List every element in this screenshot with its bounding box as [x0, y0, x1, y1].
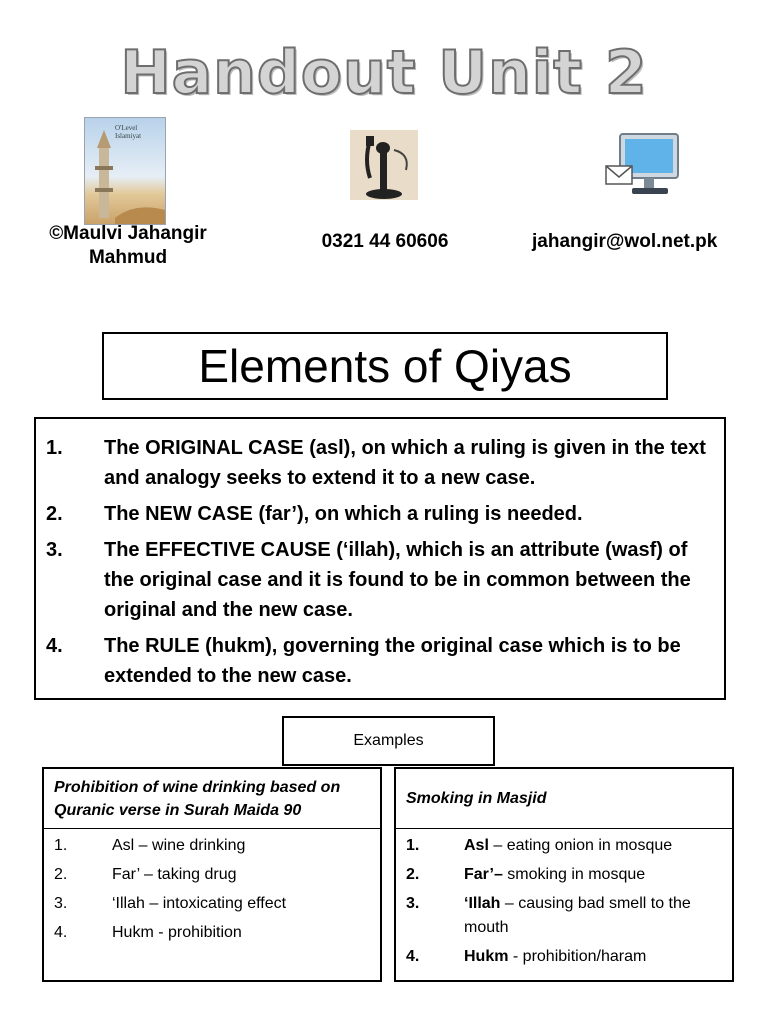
- list-item: [46, 433, 710, 493]
- list-item-text: The EFFECTIVE CAUSE (‘illah), which is an attribute (wasf) of the original case and it is found to be in common between the original and the new case.: [104, 539, 691, 621]
- list-item: [406, 945, 722, 969]
- list-item-description: – eating onion in mosque: [488, 837, 673, 854]
- list-item: [54, 892, 370, 916]
- section-heading: Elements of Qiyas: [102, 332, 668, 400]
- list-item: [54, 863, 370, 887]
- phone-number: 0321 44 60606: [321, 231, 449, 252]
- list-item-text: Hukm - prohibition: [112, 924, 242, 941]
- list-item-text: Asl – wine drinking: [112, 837, 246, 854]
- email-address[interactable]: jahangir@wol.net.pk: [532, 231, 718, 252]
- list-item-term: Far’–: [464, 866, 503, 883]
- elements-list: [34, 417, 726, 700]
- list-item-text: [464, 945, 722, 969]
- book-cover-text: O'Level Islamiyat: [115, 124, 142, 140]
- list-item-description: smoking in mosque: [502, 866, 646, 883]
- list-item-text: [464, 892, 722, 940]
- list-item-term: Hukm: [464, 948, 509, 965]
- list-item-number: 4.: [54, 924, 68, 941]
- list-item: [406, 834, 722, 858]
- computer-email-icon: [604, 130, 680, 202]
- list-item: [46, 499, 710, 529]
- page-title: Handout Unit 2: [120, 38, 648, 108]
- list-item-description: - prohibition/haram: [508, 948, 647, 965]
- list-item: [406, 892, 722, 940]
- list-item-number: 1.: [406, 837, 420, 854]
- list-item-number: 4.: [406, 948, 420, 965]
- list-item-term: ‘Illah: [464, 895, 501, 912]
- list-item-text: [464, 863, 722, 887]
- book-cover-image: [84, 117, 166, 225]
- list-item-number: 1.: [46, 437, 63, 459]
- list-item-number: 2.: [54, 866, 68, 883]
- list-item: [406, 863, 722, 887]
- example-smoking-box: [394, 767, 734, 982]
- list-item: [46, 631, 710, 691]
- list-item: [54, 834, 370, 858]
- list-item-number: 4.: [46, 635, 63, 657]
- list-item-text: ‘Illah – intoxicating effect: [112, 895, 287, 912]
- examples-label: Examples: [282, 716, 495, 766]
- telephone-icon: [350, 130, 418, 200]
- list-item-number: 3.: [406, 895, 420, 912]
- example-wine-box: [42, 767, 382, 982]
- example-title: Smoking in Masjid: [396, 769, 732, 829]
- list-item-text: The NEW CASE (far’), on which a ruling is needed.: [104, 503, 583, 525]
- list-item-term: Asl: [464, 837, 489, 854]
- list-item-number: 3.: [54, 895, 68, 912]
- example-title: Prohibition of wine drinking based on Quranic verse in Surah Maida 90: [44, 769, 380, 829]
- list-item-number: 2.: [406, 866, 420, 883]
- list-item-number: 3.: [46, 539, 63, 561]
- list-item-text: The ORIGINAL CASE (asl), on which a ruling is given in the text and analogy seeks to extend it to a new case.: [104, 437, 706, 489]
- author-credit: ©Maulvi Jahangir Mahmud: [49, 223, 207, 268]
- list-item-text: [464, 834, 722, 858]
- list-item-number: 2.: [46, 503, 63, 525]
- list-item: [46, 535, 710, 625]
- list-item-description: – causing bad smell to the mouth: [464, 895, 691, 936]
- list-item-text: The RULE (hukm), governing the original case which is to be extended to the new case.: [104, 635, 681, 687]
- list-item-text: Far’ – taking drug: [112, 866, 237, 883]
- list-item: [54, 921, 370, 945]
- minaret-icon: [85, 118, 165, 224]
- list-item-number: 1.: [54, 837, 68, 854]
